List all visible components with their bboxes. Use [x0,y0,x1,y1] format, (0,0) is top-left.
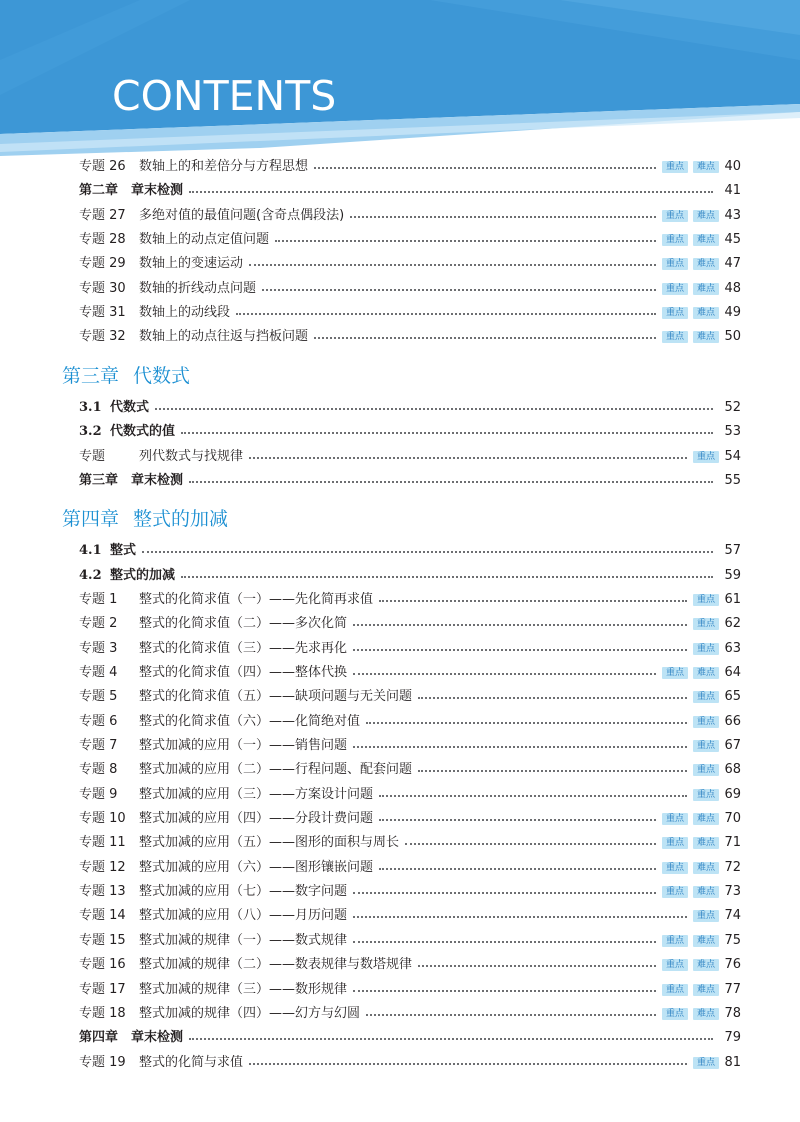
dot-leader [353,624,687,626]
toc-entry-label [79,882,353,902]
tag-group [687,764,719,776]
toc-entry-number: 专题 13 [79,884,126,900]
toc-entry-title: 整式加减的应用（六）——图形镶嵌问题 [139,859,374,875]
toc-entry-title: 列代数式与找规律 [139,448,244,464]
difficult-point-badge: 难点 [693,959,719,971]
toc-entry-label [79,590,379,610]
dot-leader [181,576,713,578]
toc-entry-label [79,1004,366,1024]
toc-entry-title: 整式的化简求值（三）——先求再化 [139,640,348,656]
toc-entry-number: 4.2 [79,567,102,583]
toc-entry-label [79,760,418,780]
page-number: 61 [724,591,741,607]
dot-leader [314,337,656,339]
toc-entry-number: 专题 11 [79,835,126,851]
key-point-badge: 重点 [693,716,719,728]
tag-group [687,789,719,801]
tag-group [656,234,719,246]
toc-entry-number: 专题 3 [79,640,118,656]
toc-entry-label [79,254,249,274]
tag-group [656,283,719,295]
chapter-title: 代数式 [133,364,191,387]
dot-leader [353,649,687,651]
dot-leader [353,990,656,992]
key-point-badge: 重点 [662,959,688,971]
page-number: 48 [724,280,741,296]
toc-entry-label [79,712,366,732]
toc-entry-number: 3.2 [79,424,102,440]
dot-leader [275,240,656,242]
dot-leader [353,892,656,894]
toc-entry[interactable] [79,447,741,467]
tag-group [687,643,719,655]
tag-group [687,594,719,606]
tag-group [687,910,719,922]
toc-entry[interactable] [79,614,741,634]
toc-entry-title: 整式的化简求值（二）——多次化简 [139,616,348,632]
toc-entry[interactable] [79,882,741,902]
toc-entry-label [79,906,353,926]
toc-entry-title: 章末检测 [131,183,184,199]
key-point-badge: 重点 [693,618,719,630]
page-number: 70 [724,811,741,827]
difficult-point-badge: 难点 [693,234,719,246]
page-number: 66 [724,713,741,729]
key-point-badge: 重点 [693,643,719,655]
tag-group [656,837,719,849]
toc-entry-number: 专题 16 [79,957,126,973]
toc-entry-label [79,471,189,491]
toc-entry-number: 专题 29 [79,256,126,272]
dot-leader [418,965,656,967]
toc-entry-title: 章末检测 [131,1030,184,1046]
key-point-badge: 重点 [693,594,719,606]
difficult-point-badge: 难点 [693,307,719,319]
dot-leader [353,941,656,943]
toc-entry[interactable] [79,279,741,299]
key-point-badge: 重点 [662,307,688,319]
key-point-badge: 重点 [693,764,719,776]
toc-entry-number: 专题 9 [79,786,118,802]
page-number: 54 [724,448,741,464]
dot-leader [181,432,713,434]
toc-entry[interactable] [79,1004,741,1024]
toc-entry-title: 整式加减的应用（五）——图形的面积与周长 [139,835,400,851]
toc-entry[interactable] [79,1028,741,1048]
tag-group [656,813,719,825]
page-number: 76 [724,957,741,973]
tag-group [656,161,719,173]
toc-entry[interactable] [79,980,741,1000]
toc-entry-title: 整式加减的应用（七）——数字问题 [139,884,348,900]
toc-entry-number: 专题 27 [79,207,126,223]
key-point-badge: 重点 [662,886,688,898]
tag-group [656,331,719,343]
key-point-badge: 重点 [662,935,688,947]
difficult-point-badge: 难点 [693,984,719,996]
tag-group [656,959,719,971]
toc-entry-number: 专题 6 [79,713,118,729]
page-number: 57 [724,543,741,559]
toc-entry-number: 专题 7 [79,738,118,753]
toc-entry-label [79,303,236,323]
page-title: CONTENTS [112,72,337,120]
dot-leader [418,697,687,699]
page-number: 77 [724,981,741,997]
tag-group [656,886,719,898]
page-number: 40 [724,159,741,174]
dot-leader [249,457,687,459]
toc-entry-number: 专题 5 [79,689,118,705]
page-number: 74 [724,908,741,924]
difficult-point-badge: 难点 [693,813,719,825]
toc-entry-title: 章末检测 [131,472,184,488]
toc-entry[interactable] [79,760,741,780]
toc-entry-number: 专题 14 [79,908,126,924]
page-number: 65 [724,689,741,705]
page-number: 68 [724,762,741,778]
tag-group [656,307,719,319]
toc-entry-label [79,447,249,467]
toc-entry-title: 代数式 [110,399,150,415]
tag-group [656,258,719,270]
tag-group [687,716,719,728]
toc-entry-title: 整式加减的应用（三）——方案设计问题 [139,786,374,802]
dot-leader [353,746,687,748]
toc-entry-number: 专题 2 [79,616,118,632]
difficult-point-badge: 难点 [693,161,719,173]
page-number: 79 [724,1030,741,1046]
toc-entry[interactable] [79,858,741,878]
toc-entry[interactable] [79,663,741,683]
toc-entry-label [79,1053,249,1073]
toc-entry-title: 数轴上的变速运动 [139,256,244,272]
toc-entry-number: 专题 31 [79,305,126,321]
key-point-badge: 重点 [693,910,719,922]
toc-entry-number: 专题 [79,448,106,464]
toc-entry[interactable] [79,327,741,347]
toc-entry[interactable] [79,590,741,610]
toc-entry-label [79,663,353,683]
page-number: 50 [724,329,741,345]
tag-group [656,935,719,947]
dot-leader [405,843,656,845]
key-point-badge: 重点 [662,862,688,874]
key-point-badge: 重点 [662,1008,688,1020]
toc-entry-title: 数轴的折线动点问题 [139,280,257,296]
toc-entry-title: 整式加减的规律（一）——数式规律 [139,932,348,948]
key-point-badge: 重点 [662,837,688,849]
toc-entry[interactable] [79,254,741,274]
toc-entry-label [79,980,353,1000]
difficult-point-badge: 难点 [693,1008,719,1020]
toc-entry-number: 专题 30 [79,280,126,296]
difficult-point-badge: 难点 [693,935,719,947]
difficult-point-badge: 难点 [693,210,719,222]
dot-leader [236,313,656,315]
toc-entry-number: 4.1 [79,543,102,559]
page-number: 52 [724,399,741,415]
toc-entry-title: 整式的化简求值（一）——先化简再求值 [139,591,374,607]
toc-entry[interactable] [79,712,741,732]
toc-entry-number: 专题 15 [79,932,126,948]
toc-entry-number: 专题 28 [79,232,126,248]
toc-entry-number: 专题 19 [79,1054,126,1070]
key-point-badge: 重点 [693,740,719,752]
difficult-point-badge: 难点 [693,862,719,874]
toc-entry-label [79,931,353,951]
page-number: 47 [724,256,741,272]
page-number: 78 [724,1005,741,1021]
toc-entry[interactable] [79,303,741,323]
difficult-point-badge: 难点 [693,283,719,295]
toc-entry[interactable] [79,833,741,853]
key-point-badge: 重点 [662,258,688,270]
page-number: 63 [724,640,741,656]
toc-entry-title: 数轴上的动点定值问题 [139,232,270,248]
toc-entry-title: 数轴上的动线段 [139,305,231,321]
toc-entry-title: 整式加减的规律（二）——数表规律与数塔规律 [139,957,413,973]
dot-leader [379,600,687,602]
page-number: 73 [724,884,741,900]
difficult-point-badge: 难点 [693,331,719,343]
key-point-badge: 重点 [662,813,688,825]
toc-entry[interactable] [79,955,741,975]
tag-group [656,984,719,996]
toc-entry[interactable] [79,931,741,951]
toc-entry-label [79,833,405,853]
toc-entry-title: 整式的加减 [110,567,176,583]
toc-entry[interactable] [79,906,741,926]
toc-entry-number: 专题 1 [79,591,118,607]
toc-entry-number: 专题 4 [79,664,118,680]
toc-entry-label [79,398,155,418]
toc-entry[interactable] [79,181,741,201]
page-number: 71 [724,835,741,851]
dot-leader [379,795,687,797]
difficult-point-badge: 难点 [693,667,719,679]
toc-entry[interactable] [79,541,741,561]
toc-entry[interactable] [79,687,741,707]
dot-leader [142,551,713,553]
toc-entry[interactable] [79,785,741,805]
dot-leader [366,722,687,724]
toc-entry-title: 整式加减的应用（四）——分段计费问题 [139,811,374,827]
chapter-heading [62,505,228,533]
toc-entry-label [79,809,379,829]
toc-entry-number: 专题 12 [79,859,126,875]
chapter-heading [62,362,190,390]
toc-entry-label [79,785,379,805]
toc-entry-title: 代数式的值 [110,424,176,440]
dot-leader [418,770,687,772]
toc-entry-title: 整式加减的应用（二）——行程问题、配套问题 [139,762,413,778]
page-number: 67 [724,738,741,753]
toc-entry[interactable] [79,206,741,226]
dot-leader [379,819,656,821]
key-point-badge: 重点 [662,667,688,679]
toc-entry-label [79,230,275,250]
toc-entry-title: 整式加减的规律（三）——数形规律 [139,981,348,997]
toc-entry-title: 整式的化简与求值 [139,1054,244,1070]
tag-group [656,1008,719,1020]
page-number: 49 [724,305,741,321]
toc-entry[interactable] [79,471,741,491]
tag-group [687,618,719,630]
dot-leader [350,216,656,218]
tag-group [687,691,719,703]
dot-leader [314,167,656,169]
toc-entry-label [79,157,314,177]
toc-entry-title: 整式 [110,543,137,559]
toc-entry-title: 整式的化简求值（六）——化简绝对值 [139,713,361,729]
toc-entry-label [79,566,181,586]
key-point-badge: 重点 [662,234,688,246]
toc-entry-title: 整式的化简求值（五）——缺项问题与无关问题 [139,689,413,705]
toc-entry-label [79,858,379,878]
page-number: 59 [724,567,741,583]
toc-entry-number: 专题 8 [79,762,118,778]
toc-entry-number: 第三章 [79,472,119,488]
toc-entry-label [79,279,262,299]
tag-group [656,862,719,874]
toc-entry-label [79,1028,189,1048]
chapter-number: 第三章 [62,364,120,387]
page-number: 43 [724,207,741,223]
toc-entry[interactable] [79,639,741,659]
key-point-badge: 重点 [693,789,719,801]
toc-entry-label [79,181,189,201]
toc-entry-title: 数轴上的动点往返与挡板问题 [139,329,309,345]
toc-entry-title: 多绝对值的最值问题(含奇点偶段法) [139,207,345,223]
dot-leader [366,1014,656,1016]
toc-entry-label [79,687,418,707]
key-point-badge: 重点 [693,451,719,463]
dot-leader [379,868,656,870]
toc-entry-label [79,541,142,561]
key-point-badge: 重点 [693,691,719,703]
toc-entry-label [79,736,353,756]
toc-entry-label [79,639,353,659]
toc-entry-label [79,614,353,634]
key-point-badge: 重点 [662,161,688,173]
key-point-badge: 重点 [693,1057,719,1069]
page-number: 62 [724,616,741,632]
toc-entry[interactable] [79,422,741,442]
chapter-title: 整式的加减 [133,508,229,531]
dot-leader [189,1038,713,1040]
toc-entry[interactable] [79,398,741,418]
toc-entry-number: 第二章 [79,183,119,199]
key-point-badge: 重点 [662,984,688,996]
key-point-badge: 重点 [662,331,688,343]
difficult-point-badge: 难点 [693,886,719,898]
tag-group [687,740,719,752]
page-number: 55 [724,472,741,488]
toc-entry-number: 3.1 [79,399,102,415]
page-number: 45 [724,232,741,248]
page-number: 69 [724,786,741,802]
tag-group [687,1057,719,1069]
toc-entry-title: 整式加减的规律（四）——幻方与幻圆 [139,1005,361,1021]
toc-entry-label [79,327,314,347]
page-number: 41 [724,183,741,199]
dot-leader [155,408,713,410]
dot-leader [353,673,656,675]
toc-entry-number: 专题 32 [79,329,126,345]
toc-entry-number: 专题 17 [79,981,126,997]
toc-entry[interactable] [79,566,741,586]
toc-entry-title: 整式的化简求值（四）——整体代换 [139,664,348,680]
toc-entry-title: 数轴上的和差倍分与方程思想 [139,159,309,174]
toc-entry-number: 第四章 [79,1030,119,1046]
toc-entry[interactable] [79,736,741,756]
toc-entry-number: 专题 10 [79,811,126,827]
dot-leader [189,191,713,193]
key-point-badge: 重点 [662,210,688,222]
dot-leader [249,264,656,266]
difficult-point-badge: 难点 [693,837,719,849]
page-number: 81 [724,1054,741,1070]
tag-group [656,667,719,679]
toc-entry-title: 整式加减的应用（一）——销售问题 [139,738,348,753]
dot-leader [189,481,713,483]
key-point-badge: 重点 [662,283,688,295]
tag-group [656,210,719,222]
page-number: 75 [724,932,741,948]
page-number: 72 [724,859,741,875]
toc-entry-label [79,422,181,442]
difficult-point-badge: 难点 [693,258,719,270]
dot-leader [249,1063,687,1065]
toc-entry[interactable] [79,157,741,177]
page-number: 53 [724,424,741,440]
toc-entry-title: 整式加减的应用（八）——月历问题 [139,908,348,924]
toc-entry[interactable] [79,230,741,250]
chapter-number: 第四章 [62,508,120,531]
page-number: 64 [724,664,741,680]
toc-entry[interactable] [79,1053,741,1073]
dot-leader [353,916,687,918]
toc-entry-label [79,955,418,975]
toc-entry-number: 专题 18 [79,1005,126,1021]
toc-entry-label [79,206,350,226]
tag-group [687,451,719,463]
dot-leader [262,289,656,291]
toc-entry[interactable] [79,809,741,829]
toc-entry-number: 专题 26 [79,159,126,174]
